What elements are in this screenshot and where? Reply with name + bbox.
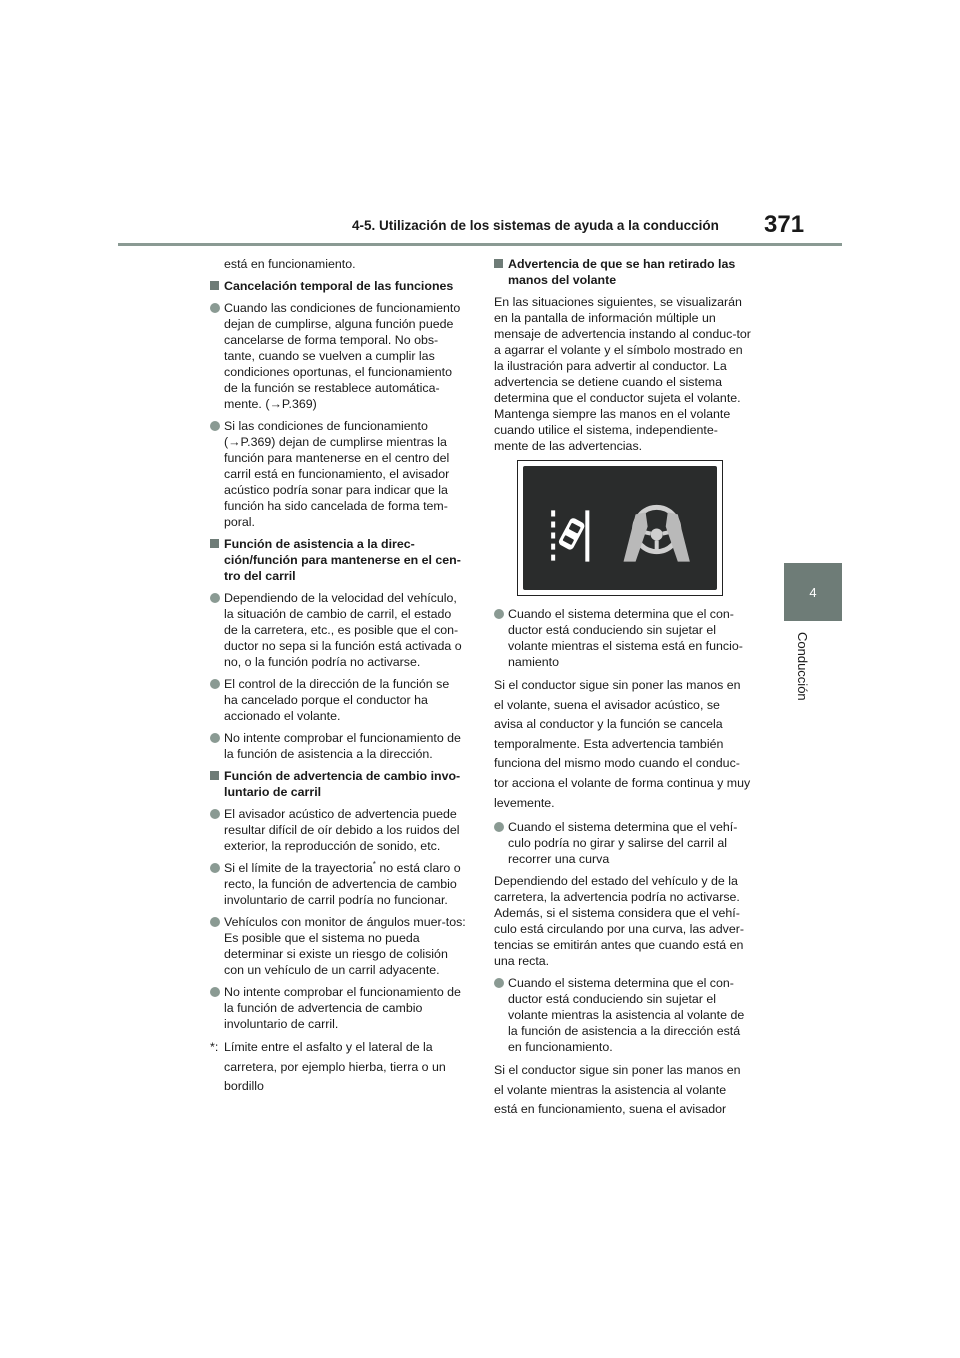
- footnote: [210, 1038, 466, 1097]
- paragraph: Si el conductor sigue sin poner las manos en el volante mientras la asistencia al volante está en funcionamiento, suena el avisador: [494, 1063, 741, 1117]
- bullet-text: Si el límite de la trayectoria: [224, 861, 373, 875]
- chapter-number: 4: [809, 584, 817, 600]
- bullet-item: Cuando el sistema determina que el vehí-culo podría no girar y salirse del carril al recorrer una curva: [494, 819, 752, 867]
- paragraph: Dependiendo del estado del vehículo y de la carretera, la advertencia podría no activarse. Además, si el sistema considera que el vehí-culo está circulando por una curva, las adver-tencias se emitirán antes que cuando está en una recta.: [494, 874, 745, 969]
- display-graphic: [523, 466, 717, 590]
- paragraph: Si el conductor sigue sin poner las manos en el volante, suena el avisador acústico, se avisa al conductor y la función se cancela temporalmente. Esta advertencia también funciona del mismo modo cuando el conduc-tor acciona el volante de forma continua y muy levemente.: [494, 678, 751, 810]
- lane-departure-icon: [553, 510, 587, 561]
- section-heading: Función de asistencia a la direc-ción/función para mantenerse en el cen-tro del carril: [210, 536, 466, 584]
- bullet-item: Vehículos con monitor de ángulos muer-tos: Es posible que el sistema no pueda determinar si existe un riesgo de colisión con un vehículo de un carril adyacente.: [210, 914, 466, 978]
- paragraph: En las situaciones siguientes, se visualizarán en la pantalla de información múltiple un mensaje de advertencia instando al conduc-tor a agarrar el volante y el símbolo mostrado en la ilustración para advertir al conductor. La advertencia se detiene cuando el sistema determina que el conductor sujeta el volante. Mantenga siempre las manos en el volante cuando utilice el sistema, independiente-mente de las advertencias.: [494, 295, 751, 453]
- bullet-item: El control de la dirección de la función se ha cancelado porque el conductor ha accionado el volante.: [210, 676, 466, 724]
- bullet-item: No intente comprobar el funcionamiento de la función de asistencia a la dirección.: [210, 730, 466, 762]
- bullet-item: Dependiendo de la velocidad del vehículo, la situación de cambio de carril, el estado de la carretera, etc., es posible que el con-ductor no sepa si la función está activada o no, o la función podría no activarse.: [210, 590, 466, 670]
- bullet-item: Cuando las condiciones de funcionamiento dejan de cumplirse, alguna función puede cancelarse de forma temporal. No obs-tante, cuando se vuelven a cumplir las condiciones oportunas, el funcionamiento de la función se restablece automática-mente. (→P.369): [210, 300, 466, 412]
- bullet-item: Cuando el sistema determina que el con-ductor está conduciendo sin sujetar el volante mientras el sistema está en funcio-namiento: [494, 606, 752, 670]
- chapter-label: Conducción: [795, 632, 810, 701]
- section-title: 4-5. Utilización de los sistemas de ayuda a la conducción: [352, 218, 719, 233]
- right-column: [494, 256, 752, 1126]
- left-column: [210, 256, 466, 1097]
- section-heading: Función de advertencia de cambio invo-luntario de carril: [210, 768, 466, 800]
- bullet-item: Cuando el sistema determina que el con-ductor está conduciendo sin sujetar el volante mientras la asistencia al volante de la función de asistencia a la dirección está en funcionamiento.: [494, 975, 752, 1055]
- bullet-item: Si las condiciones de funcionamiento (→P.369) dejan de cumplirse mientras la función para mantenerse en el centro del carril está en funcionamiento, el avisador acústico podría sonar para indicar que la función ha sido cancelada de forma tem-poral.: [210, 418, 466, 530]
- paragraph: está en funcionamiento.: [224, 257, 356, 271]
- section-heading: Cancelación temporal de las funciones: [210, 278, 466, 294]
- bullet-item: [210, 860, 466, 908]
- footnote-text: Límite entre el asfalto y el lateral de la carretera, por ejemplo hierba, tierra o un bordillo: [224, 1040, 446, 1094]
- bullet-text: no está claro o recto, la función de advertencia de cambio involuntario de carril podría no funcionar.: [224, 861, 461, 907]
- footnote-mark: *:: [210, 1040, 219, 1054]
- bullet-item: El avisador acústico de advertencia puede resultar difícil de oír debido a los ruidos del exterior, la reproducción de sonido, etc.: [210, 806, 466, 854]
- warning-display-illustration: [517, 460, 723, 596]
- multi-information-display: [523, 466, 717, 590]
- chapter-tab[interactable]: [784, 563, 842, 621]
- bullet-item: No intente comprobar el funcionamiento de la función de advertencia de cambio involuntario de carril.: [210, 984, 466, 1032]
- hands-on-steering-wheel-icon: [624, 507, 690, 561]
- header-rule: [118, 243, 842, 246]
- footnote-ref[interactable]: *: [372, 859, 376, 869]
- section-heading: Advertencia de que se han retirado las manos del volante: [494, 256, 752, 288]
- page-number: 371: [764, 211, 805, 238]
